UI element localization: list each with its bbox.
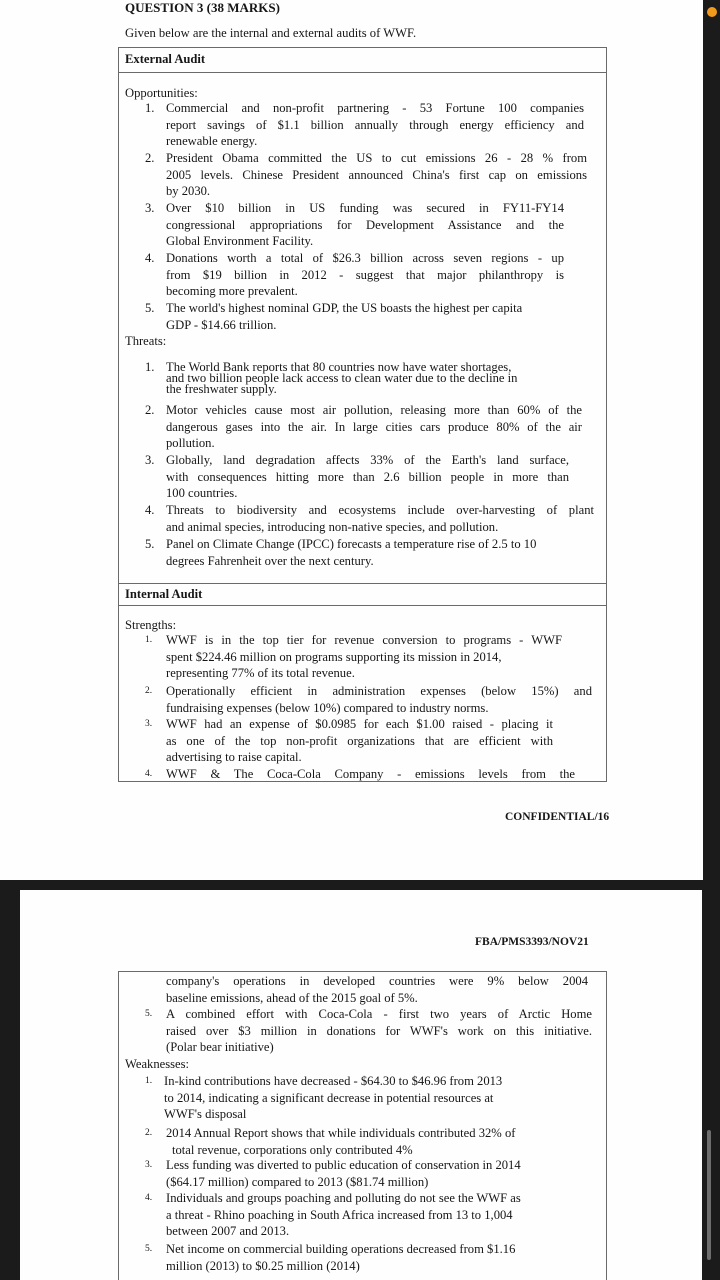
item-number: 3.: [145, 453, 155, 467]
item-number: 5.: [145, 1009, 153, 1019]
item-number: 4.: [145, 503, 155, 517]
item-text: Panel on Climate Change (IPCC) forecasts a temperature rise of 2.5 to 10: [166, 537, 537, 551]
item-number: 2.: [145, 1128, 153, 1138]
item-text: a threat - Rhino poaching in South Africa increased from 13 to 1,004: [166, 1207, 513, 1222]
item-text: and two billion people lack access to clean water due to the decline in: [166, 371, 518, 385]
item-text: Net income on commercial building operations decreased from $1.16: [166, 1242, 516, 1256]
item-text: and animal species, introducing non-native species, and pollution.: [166, 519, 499, 534]
item-number: 3.: [145, 719, 153, 729]
item-text: 2014 Annual Report shows that while individuals contributed 32% of: [166, 1126, 516, 1140]
item-number: 1.: [145, 101, 155, 115]
item-text: as one of the top non-profit organizations that are efficient with: [166, 733, 553, 748]
item-text: Individuals and groups poaching and polluting do not see the WWF as: [166, 1191, 521, 1205]
item-text: the freshwater supply.: [166, 382, 277, 396]
item-number: 4.: [145, 769, 153, 779]
item-text: (Polar bear initiative): [166, 1040, 274, 1055]
item-text: between 2007 and 2013.: [166, 1224, 290, 1239]
item-number: 2.: [145, 151, 155, 165]
strengths-label: Strengths:: [125, 618, 177, 632]
item-text: pollution.: [166, 436, 215, 451]
scrollbar-thumb[interactable]: [707, 1130, 711, 1260]
item-number: 1.: [145, 635, 153, 645]
item-text: raised over $3 million in donations for WWF's work on this initiative.: [166, 1023, 592, 1038]
item-text: report savings of $1.1 billion annually through energy efficiency and: [166, 117, 584, 132]
item-text: total revenue, corporations only contributed 4%: [172, 1142, 413, 1157]
item-text: GDP - $14.66 trillion.: [166, 317, 277, 332]
item-text: million (2013) to $0.25 million (2014): [166, 1258, 360, 1273]
opportunities-label: Opportunities:: [125, 86, 198, 100]
item-text: 2005 levels. Chinese President announced China's first cap on emissions: [166, 167, 587, 182]
item-text: renewable energy.: [166, 134, 258, 149]
item-text: by 2030.: [166, 184, 211, 199]
item-text: Global Environment Facility.: [166, 234, 314, 249]
item-text: 100 countries.: [166, 486, 238, 501]
internal-audit-heading: Internal Audit: [125, 587, 203, 601]
item-text: baseline emissions, ahead of the 2015 goal of 5%.: [166, 990, 418, 1005]
item-text: A combined effort with Coca-Cola - first two years of Arctic Home: [166, 1007, 592, 1021]
threats-label: Threats:: [125, 334, 167, 348]
intro-text: Given below are the internal and external audits of WWF.: [125, 26, 417, 40]
item-text: The World Bank reports that 80 countries now have water shortages,: [166, 360, 512, 374]
item-text: spent $224.46 million on programs supporting its mission in 2014,: [166, 649, 502, 664]
item-text: fundraising expenses (below 10%) compared to industry norms.: [166, 700, 489, 715]
item-number: 5.: [145, 1244, 153, 1254]
item-text: Motor vehicles cause most air pollution, releasing more than 60% of the: [166, 403, 582, 417]
recording-indicator-icon: [707, 7, 717, 17]
item-text: Globally, land degradation affects 33% of the Earth's land surface,: [166, 453, 569, 467]
item-text: Threats to biodiversity and ecosystems include over-harvesting of plant: [166, 503, 594, 517]
item-number: 1.: [145, 360, 155, 374]
item-text: WWF is in the top tier for revenue conversion to programs - WWF: [166, 633, 562, 647]
item-number: 3.: [145, 201, 155, 215]
table-divider: [118, 72, 607, 73]
item-text: with consequences hitting more than 2.6 billion people in more than: [166, 469, 569, 484]
item-text: President Obama committed the US to cut emissions 26 - 28 % from: [166, 151, 587, 165]
item-number: 5.: [145, 537, 155, 551]
item-number: 5.: [145, 301, 155, 315]
item-text: The world's highest nominal GDP, the US boasts the highest per capita: [166, 301, 523, 315]
item-text: Commercial and non-profit partnering - 53 Fortune 100 companies: [166, 101, 584, 115]
item-text: ($64.17 million) compared to 2013 ($81.74 million): [166, 1174, 429, 1189]
item-text: WWF had an expense of $0.0985 for each $1.00 raised - placing it: [166, 717, 553, 731]
strength-4-continued: [166, 973, 588, 1006]
item-number: 3.: [145, 1160, 153, 1170]
external-audit-heading: External Audit: [125, 52, 206, 66]
item-text: Over $10 billion in US funding was secured in FY11-FY14: [166, 201, 564, 215]
item-text: becoming more prevalent.: [166, 284, 298, 299]
document-page-2: [20, 890, 702, 1280]
confidential-footer: CONFIDENTIAL/16: [505, 811, 610, 823]
item-text: from $19 billion in 2012 - suggest that major philanthropy is: [166, 267, 564, 282]
weaknesses-label: Weaknesses:: [125, 1057, 190, 1071]
item-number: 2.: [145, 686, 153, 696]
item-number: 4.: [145, 251, 155, 265]
item-number: 4.: [145, 1193, 153, 1203]
item-text: dangerous gases into the air. In large cities cars produce 80% of the air: [166, 419, 582, 434]
item-text: to 2014, indicating a significant decrease in potential resources at: [164, 1090, 494, 1105]
item-text: advertising to raise capital.: [166, 750, 302, 765]
item-text: company's operations in developed countries were 9% below 2004: [166, 974, 588, 988]
question-title: QUESTION 3 (38 MARKS): [125, 0, 280, 15]
item-text: WWF's disposal: [164, 1107, 247, 1122]
table-divider: [118, 605, 607, 606]
item-text: Less funding was diverted to public education of conservation in 2014: [166, 1158, 521, 1172]
table-divider: [118, 583, 607, 584]
item-text: degrees Fahrenheit over the next century.: [166, 553, 374, 568]
item-text: Donations worth a total of $26.3 billion across seven regions - up: [166, 251, 564, 265]
document-code-header: FBA/PMS3393/NOV21: [475, 936, 589, 948]
item-number: 1.: [145, 1076, 153, 1086]
item-text: WWF & The Coca-Cola Company - emissions levels from the: [166, 767, 575, 781]
item-text: representing 77% of its total revenue.: [166, 666, 355, 681]
item-number: 2.: [145, 403, 155, 417]
item-text: In-kind contributions have decreased - $64.30 to $46.96 from 2013: [164, 1074, 503, 1088]
item-text: congressional appropriations for Development Assistance and the: [166, 217, 564, 232]
item-text: Operationally efficient in administration expenses (below 15%) and: [166, 684, 592, 698]
